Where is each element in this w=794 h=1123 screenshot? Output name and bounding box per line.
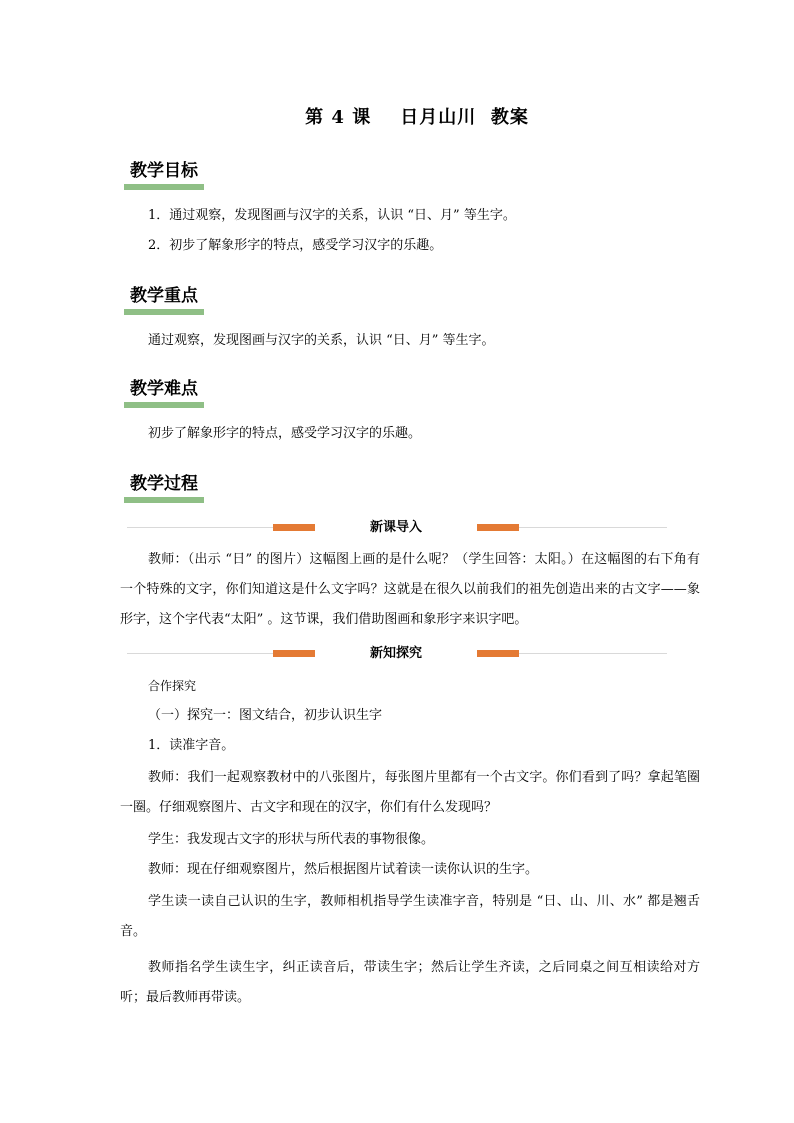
- objective-item-1: 1．通过观察，发现图画与汉字的关系，认识 “日、月” 等生字。: [148, 208, 516, 223]
- heading-process: 教学过程: [124, 473, 204, 503]
- divider-accent-left: [273, 524, 315, 531]
- heading-objectives: 教学目标: [124, 160, 204, 190]
- intro-paragraph: 教师：（出示 “日” 的图片）这幅图上画的是什么呢？（学生回答：太阳。）在这幅图的右下角有一个特殊的文字，你们知道这是什么文字吗？这就是在很久以前我们的祖先创造出来的古文字——象形字，这个字代表“太阳” 。这节课，我们借助图画和象形字来识字吧。: [120, 552, 700, 627]
- heading-key-points: 教学重点: [124, 285, 204, 315]
- subheading-cooperative: 合作探究: [148, 679, 197, 693]
- divider-accent-right: [477, 650, 519, 657]
- divider-accent-right: [477, 524, 519, 531]
- divider-accent-left: [273, 650, 315, 657]
- teacher-paragraph-1: 教师：我们一起观察教材中的八张图片，每张图片里都有一个古文字。你们看到了吗？拿起笔圈一圈。仔细观察图片、古文字和现在的汉字，你们有什么发现吗？: [120, 770, 700, 815]
- student-paragraph: 学生：我发现古文字的形状与所代表的事物很像。: [148, 832, 435, 847]
- key-points-text: 通过观察，发现图画与汉字的关系，认识 “日、月” 等生字。: [148, 333, 495, 348]
- objective-item-2: 2．初步了解象形字的特点，感受学习汉字的乐趣。: [148, 238, 443, 253]
- teacher-reading-paragraph: 教师指名学生读生字，纠正读音后，带读生字；然后让学生齐读，之后同桌之间互相读给对方听；最后教师再带读。: [120, 960, 700, 1005]
- page-title: 第 4 课 日月山川 教案: [305, 107, 529, 128]
- divider-label-new-knowledge: 新知探究: [315, 644, 477, 664]
- step-read-pronunciation: 1．读准字音。: [148, 738, 235, 753]
- section-divider-new-knowledge: [127, 644, 667, 664]
- heading-difficulties: 教学难点: [124, 378, 204, 408]
- student-reading-paragraph: 学生读一读自己认识的生字，教师相机指导学生读准字音，特别是 “日、山、川、水” 都是翘舌音。: [120, 894, 700, 939]
- divider-label-intro: 新课导入: [315, 518, 477, 538]
- teacher-paragraph-2: 教师：现在仔细观察图片，然后根据图片试着读一读你认识的生字。: [148, 862, 539, 877]
- difficulties-text: 初步了解象形字的特点，感受学习汉字的乐趣。: [148, 426, 422, 441]
- inquiry-one-title: （一）探究一：图文结合，初步认识生字: [148, 708, 383, 723]
- section-divider-intro: [127, 518, 667, 538]
